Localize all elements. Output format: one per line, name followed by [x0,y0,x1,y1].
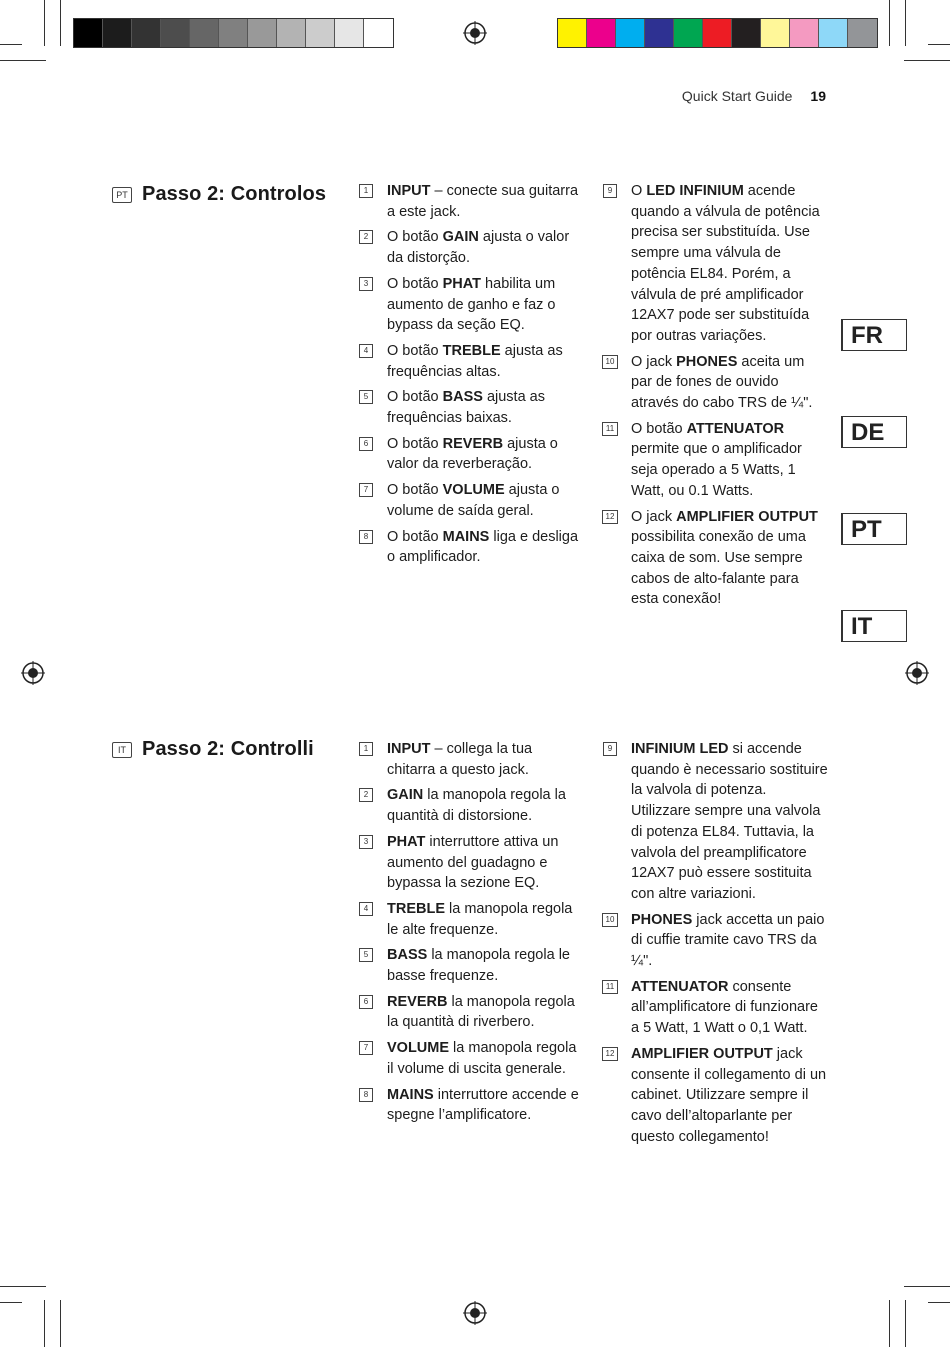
item-description: consente all’amplificatore di funzionare a 5 Watt, 1 Watt o 0,1 Watt. [631,978,818,1037]
item-text-prefix: O botão [387,482,443,499]
item-description: possibilita conexão de uma caixa de som. Use sempre cabos de alto-falante para esta conexão! [631,529,806,608]
color-swatch [848,19,877,47]
registration-mark-icon [905,661,929,685]
control-item [359,1085,584,1126]
item-description: ajusta o volume de saída geral. [387,482,560,519]
control-name: ATTENUATOR [686,420,785,437]
control-name: BASS [442,389,483,406]
color-swatch [219,19,248,47]
control-name: GAIN [442,229,479,246]
control-item [359,181,584,222]
item-description: permite que o amplificador seja operado a 5 Watts, 1 Watt, ou 0.1 Watts. [631,441,802,499]
item-number-badge: 11 [602,980,618,994]
crop-mark [44,0,45,46]
control-item [359,434,584,475]
control-item [603,352,828,414]
page-number: 19 [810,88,826,104]
item-text-prefix: O botão [387,229,443,246]
color-swatch [132,19,161,47]
page-header [682,88,826,104]
language-tab-de[interactable]: DE [841,416,907,448]
color-swatch [364,19,393,47]
control-name: PHAT [442,275,482,292]
color-swatch [248,19,277,47]
language-tab-it[interactable]: IT [841,610,907,642]
item-number-badge: 6 [359,437,373,451]
item-text-prefix: O botão [387,342,443,359]
item-number-badge: 2 [359,230,373,244]
control-item [359,785,584,826]
color-swatch [732,19,761,47]
control-item [359,1038,584,1079]
control-item [359,992,584,1033]
controls-list-pt-col1 [359,181,584,573]
control-item [359,274,584,336]
item-text-prefix: O botão [387,528,443,545]
color-swatch [103,19,132,47]
item-text-prefix: O jack [631,353,677,370]
color-swatch [790,19,819,47]
section-title: Passo 2: Controlli [142,738,314,760]
crop-mark [0,1286,46,1287]
item-description: ajusta as frequências altas. [387,342,563,380]
control-item [359,527,584,568]
crop-mark [928,1302,950,1303]
control-name: AMPLIFIER OUTPUT [676,508,818,525]
control-name: TREBLE [387,900,445,917]
item-description: la manopola regola il volume di uscita generale. [387,1040,577,1077]
controls-list-it-col2 [603,739,828,1152]
control-name: PHONES [676,353,738,370]
control-item [359,227,584,268]
registration-mark-icon [463,21,487,45]
language-tab-pt[interactable]: PT [841,513,907,545]
control-item [603,419,828,502]
section-heading-pt [112,183,326,206]
color-swatch [616,19,645,47]
item-number-badge: 3 [359,835,373,849]
control-item [359,341,584,382]
control-name: INFINIUM LED [631,741,729,757]
control-name: VOLUME [387,1040,450,1057]
control-name: PHAT [387,833,426,850]
item-description: ajusta o valor da distorção. [387,229,570,267]
item-number-badge: 5 [359,390,373,404]
language-code-badge: IT [112,742,132,758]
item-text-prefix: O botão [387,435,443,452]
crop-mark [0,1302,22,1303]
control-item [359,832,584,894]
control-item [603,1044,828,1148]
control-name: MAINS [442,528,490,545]
color-swatch [161,19,190,47]
crop-mark [928,44,950,45]
crop-mark [889,0,890,46]
control-item [603,910,828,972]
control-name: LED INFINIUM [646,183,744,199]
item-number-badge: 7 [359,1041,373,1055]
control-name: MAINS [387,1086,434,1103]
control-name: INPUT [387,741,431,757]
item-description: interruttore attiva un aumento del guadagno e bypassa la sezione EQ. [387,833,559,892]
registration-mark-icon [21,661,45,685]
color-swatch [645,19,674,47]
color-swatch [674,19,703,47]
control-name: REVERB [442,435,504,452]
item-text-prefix: O [631,183,647,199]
item-description: – collega la tua chitarra a questo jack. [387,741,533,778]
control-item [603,507,828,611]
crop-mark [905,1300,906,1347]
item-description: la manopola regola la quantità di riverbero. [387,993,575,1031]
item-number-badge: 1 [359,742,373,756]
crop-mark [904,60,950,61]
control-item [359,739,584,780]
color-swatch [277,19,306,47]
language-code-badge: PT [112,187,132,203]
item-number-badge: 12 [602,1047,618,1061]
item-number-badge: 6 [359,995,373,1009]
item-text-prefix: O botão [387,275,443,292]
item-description: la manopola regola le alte frequenze. [387,900,573,938]
item-number-badge: 9 [603,184,617,198]
item-description: la manopola regola la quantità di distorsione. [387,787,566,825]
item-text-prefix: O botão [387,389,443,406]
control-item [359,387,584,428]
item-number-badge: 11 [602,422,618,436]
grayscale-swatch-bar [73,18,394,48]
control-name: BASS [387,947,428,964]
control-item [603,181,828,347]
item-number-badge: 12 [602,510,618,524]
control-name: AMPLIFIER OUTPUT [631,1045,773,1062]
color-swatch [74,19,103,47]
registration-mark-icon [463,1301,487,1325]
section-heading-it [112,738,314,761]
item-number-badge: 5 [359,948,373,962]
guide-title: Quick Start Guide [681,88,793,104]
item-description: acende quando a válvula de potência precisa ser substituída. Use sempre uma válvula de potência EL84. Porém, a válvula de pré amplificador 12AX7 pode ser substituída por outras variações. [631,183,820,344]
crop-mark [60,1300,61,1347]
control-name: PHONES [631,911,693,928]
crop-mark [60,0,61,46]
item-description: jack accetta un paio di cuffie tramite cavo TRS da ¼". [631,911,825,970]
control-item [603,977,828,1039]
color-swatch-bar [557,18,878,48]
item-number-badge: 2 [359,788,373,802]
item-description: jack consente il collegamento di un cabinet. Utilizzare sempre il cavo dell’altoparlante per questo collegamento! [631,1045,827,1145]
item-number-badge: 10 [602,913,618,927]
control-item [359,945,584,986]
language-tab-fr[interactable]: FR [841,319,907,351]
control-item [359,480,584,521]
control-name: VOLUME [442,482,505,499]
control-name: ATTENUATOR [631,978,729,995]
crop-mark [44,1300,45,1347]
item-number-badge: 8 [359,1088,373,1102]
item-number-badge: 9 [603,742,617,756]
color-swatch [306,19,335,47]
control-name: GAIN [387,787,424,804]
item-description: si accende quando è necessario sostituire la valvola di potenza. Utilizzare sempre una valvola di potenza EL84. Tuttavia, la valvola del preamplificatore 12AX7 può essere sostituita con altre variazioni. [631,741,828,902]
item-text-prefix: O botão [631,420,687,437]
item-description: la manopola regola le basse frequenze. [387,947,570,985]
item-number-badge: 4 [359,902,373,916]
item-text-prefix: O jack [631,508,677,525]
control-item [359,899,584,940]
color-swatch [190,19,219,47]
control-item [603,739,828,905]
control-name: TREBLE [442,342,501,359]
color-swatch [819,19,848,47]
crop-mark [904,1286,950,1287]
item-number-badge: 3 [359,277,373,291]
item-number-badge: 1 [359,184,373,198]
item-number-badge: 8 [359,530,373,544]
control-name: REVERB [387,993,448,1010]
control-name: INPUT [387,183,431,199]
item-description: aceita um par de fones de ouvido através do cabo TRS de ¼". [631,353,813,412]
item-description: ajusta as frequências baixas. [387,389,545,427]
color-swatch [703,19,732,47]
item-description: liga e desliga o amplificador. [387,528,579,566]
color-swatch [587,19,616,47]
controls-list-pt-col2 [603,181,828,615]
color-swatch [335,19,364,47]
crop-mark [889,1300,890,1347]
controls-list-it-col1 [359,739,584,1131]
item-number-badge: 10 [602,355,618,369]
item-number-badge: 7 [359,483,373,497]
item-description: – conecte sua guitarra a este jack. [387,183,579,220]
crop-mark [0,60,46,61]
item-description: interruttore accende e spegne l’amplificatore. [387,1086,579,1124]
item-description: ajusta o valor da reverberação. [387,435,558,473]
section-title: Passo 2: Controlos [142,183,327,205]
crop-mark [905,0,906,46]
item-description: habilita um aumento de ganho e faz o bypass da seção EQ. [387,275,556,334]
color-swatch [761,19,790,47]
item-number-badge: 4 [359,344,373,358]
color-swatch [558,19,587,47]
crop-mark [0,44,22,45]
